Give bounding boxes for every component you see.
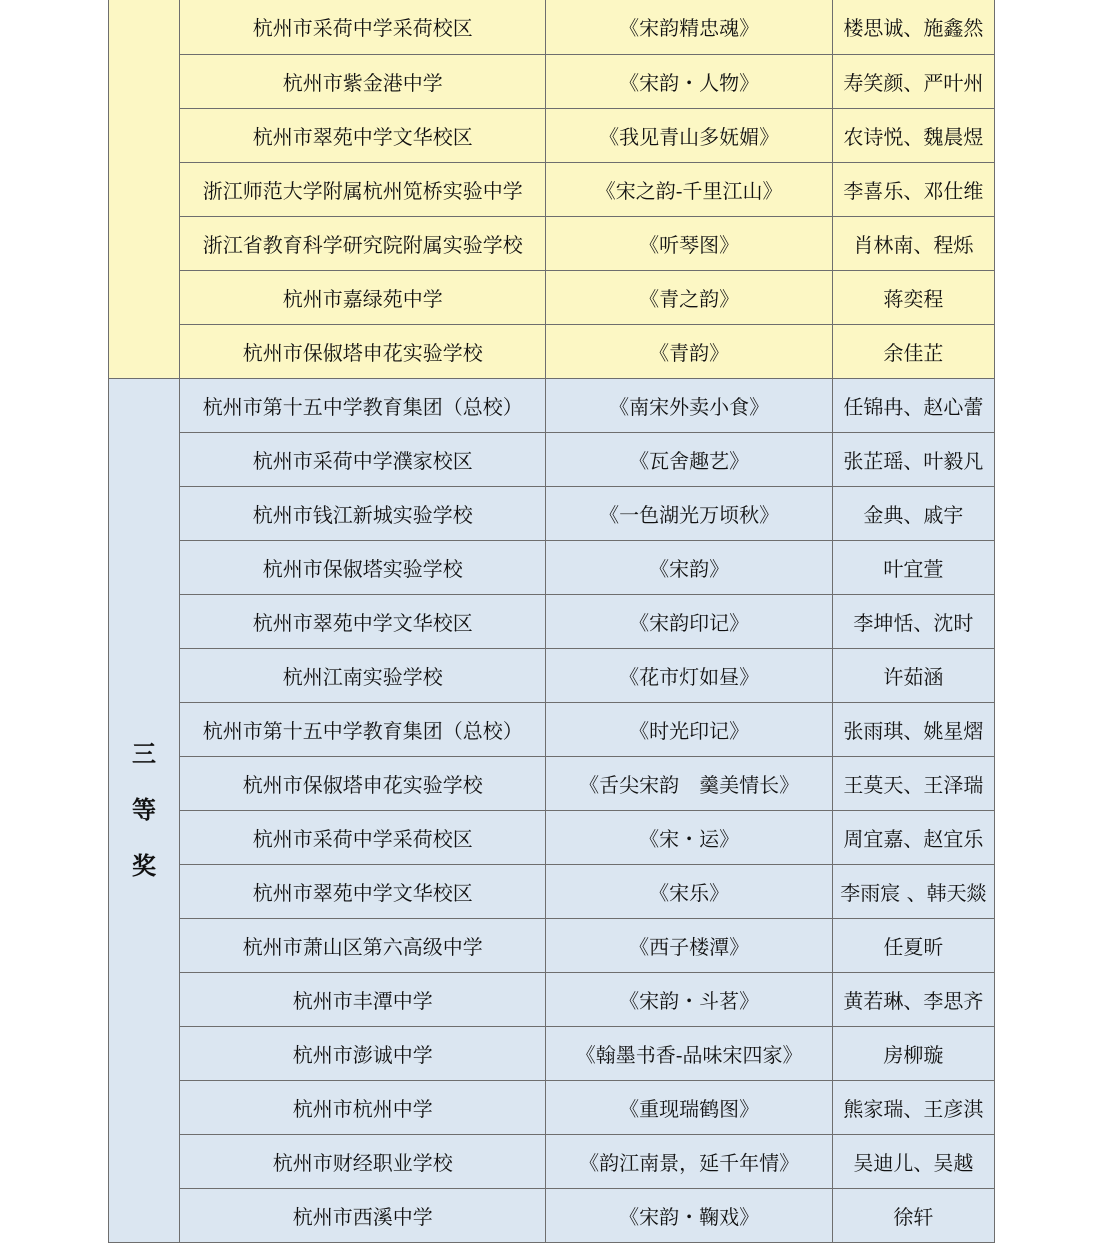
student-names-cell: 余佳芷 [832,324,994,378]
table-row [109,0,995,54]
work-title-cell: 《时光印记》 [546,702,832,756]
table-row [109,486,995,540]
work-title-cell: 《花市灯如昼》 [546,648,832,702]
student-names-cell: 金典、戚宇 [832,486,994,540]
award-table-body [109,0,995,1242]
table-row [109,594,995,648]
school-cell: 杭州市翠苑中学文华校区 [180,108,546,162]
table-row [109,270,995,324]
school-cell: 杭州市采荷中学采荷校区 [180,0,546,54]
student-names-cell: 蒋奕程 [832,270,994,324]
student-names-cell: 叶宜萱 [832,540,994,594]
work-title-cell: 《青韵》 [546,324,832,378]
student-names-cell: 李喜乐、邓仕维 [832,162,994,216]
table-row [109,810,995,864]
work-title-cell: 《宋韵精忠魂》 [546,0,832,54]
work-title-cell: 《宋韵》 [546,540,832,594]
table-row [109,702,995,756]
table-row [109,972,995,1026]
work-title-cell: 《听琴图》 [546,216,832,270]
table-row [109,1026,995,1080]
student-names-cell: 农诗悦、魏晨煜 [832,108,994,162]
student-names-cell: 周宜嘉、赵宜乐 [832,810,994,864]
work-title-cell: 《西子楼潭》 [546,918,832,972]
table-row [109,162,995,216]
school-cell: 杭州市嘉绿苑中学 [180,270,546,324]
school-cell: 杭州市萧山区第六高级中学 [180,918,546,972]
table-row [109,540,995,594]
school-cell: 杭州市财经职业学校 [180,1134,546,1188]
student-names-cell: 熊家瑞、王彦淇 [832,1080,994,1134]
school-cell: 杭州市采荷中学采荷校区 [180,810,546,864]
table-row [109,1188,995,1242]
work-title-cell: 《舌尖宋韵 羹美情长》 [546,756,832,810]
work-title-cell: 《翰墨书香-品味宋四家》 [546,1026,832,1080]
work-title-cell: 《瓦舍趣艺》 [546,432,832,486]
work-title-cell: 《我见青山多妩媚》 [546,108,832,162]
school-cell: 杭州江南实验学校 [180,648,546,702]
award-level-label [109,726,179,894]
school-cell: 杭州市采荷中学濮家校区 [180,432,546,486]
work-title-cell: 《宋韵・斗茗》 [546,972,832,1026]
school-cell: 杭州市第十五中学教育集团（总校） [180,378,546,432]
student-names-cell: 王莫天、王泽瑞 [832,756,994,810]
table-row [109,54,995,108]
school-cell: 杭州市保俶塔实验学校 [180,540,546,594]
student-names-cell: 张雨琪、姚星熠 [832,702,994,756]
table-row [109,864,995,918]
award-level-cell [109,378,180,1242]
work-title-cell: 《宋乐》 [546,864,832,918]
student-names-cell: 房柳璇 [832,1026,994,1080]
award-table [108,0,995,1243]
school-cell: 杭州市丰潭中学 [180,972,546,1026]
table-row [109,432,995,486]
table-row [109,648,995,702]
work-title-cell: 《宋韵・人物》 [546,54,832,108]
school-cell: 杭州市杭州中学 [180,1080,546,1134]
student-names-cell: 寿笑颜、严叶州 [832,54,994,108]
table-row [109,918,995,972]
student-names-cell: 任夏昕 [832,918,994,972]
table-row [109,108,995,162]
work-title-cell: 《宋・运》 [546,810,832,864]
school-cell: 杭州市西溪中学 [180,1188,546,1242]
work-title-cell: 《青之韵》 [546,270,832,324]
student-names-cell: 黄若琳、李思齐 [832,972,994,1026]
school-cell: 杭州市保俶塔申花实验学校 [180,756,546,810]
school-cell: 杭州市翠苑中学文华校区 [180,594,546,648]
table-row [109,324,995,378]
work-title-cell: 《南宋外卖小食》 [546,378,832,432]
award-level-char: 三 [132,739,157,768]
award-level-char: 等 [132,795,157,824]
work-title-cell: 《韵江南景，延千年情》 [546,1134,832,1188]
school-cell: 杭州市钱江新城实验学校 [180,486,546,540]
table-row [109,1080,995,1134]
school-cell: 浙江省教育科学研究院附属实验学校 [180,216,546,270]
school-cell: 浙江师范大学附属杭州笕桥实验中学 [180,162,546,216]
school-cell: 杭州市紫金港中学 [180,54,546,108]
school-cell: 杭州市第十五中学教育集团（总校） [180,702,546,756]
student-names-cell: 徐轩 [832,1188,994,1242]
award-level-char: 奖 [132,851,157,880]
school-cell: 杭州市翠苑中学文华校区 [180,864,546,918]
work-title-cell: 《宋韵印记》 [546,594,832,648]
table-row [109,378,995,432]
table-row [109,1134,995,1188]
award-level-cell [109,0,180,378]
work-title-cell: 《宋之韵-千里江山》 [546,162,832,216]
school-cell: 杭州市澎诚中学 [180,1026,546,1080]
work-title-cell: 《宋韵・鞠戏》 [546,1188,832,1242]
table-row [109,756,995,810]
student-names-cell: 李雨宸 、韩天燚 [832,864,994,918]
student-names-cell: 肖林南、程烁 [832,216,994,270]
student-names-cell: 李坤恬、沈时 [832,594,994,648]
student-names-cell: 吴迪儿、吴越 [832,1134,994,1188]
table-row [109,216,995,270]
student-names-cell: 任锦冉、赵心蕾 [832,378,994,432]
work-title-cell: 《一色湖光万顷秋》 [546,486,832,540]
work-title-cell: 《重现瑞鹤图》 [546,1080,832,1134]
student-names-cell: 楼思诚、施鑫然 [832,0,994,54]
student-names-cell: 张芷瑶、叶毅凡 [832,432,994,486]
student-names-cell: 许茹涵 [832,648,994,702]
school-cell: 杭州市保俶塔申花实验学校 [180,324,546,378]
